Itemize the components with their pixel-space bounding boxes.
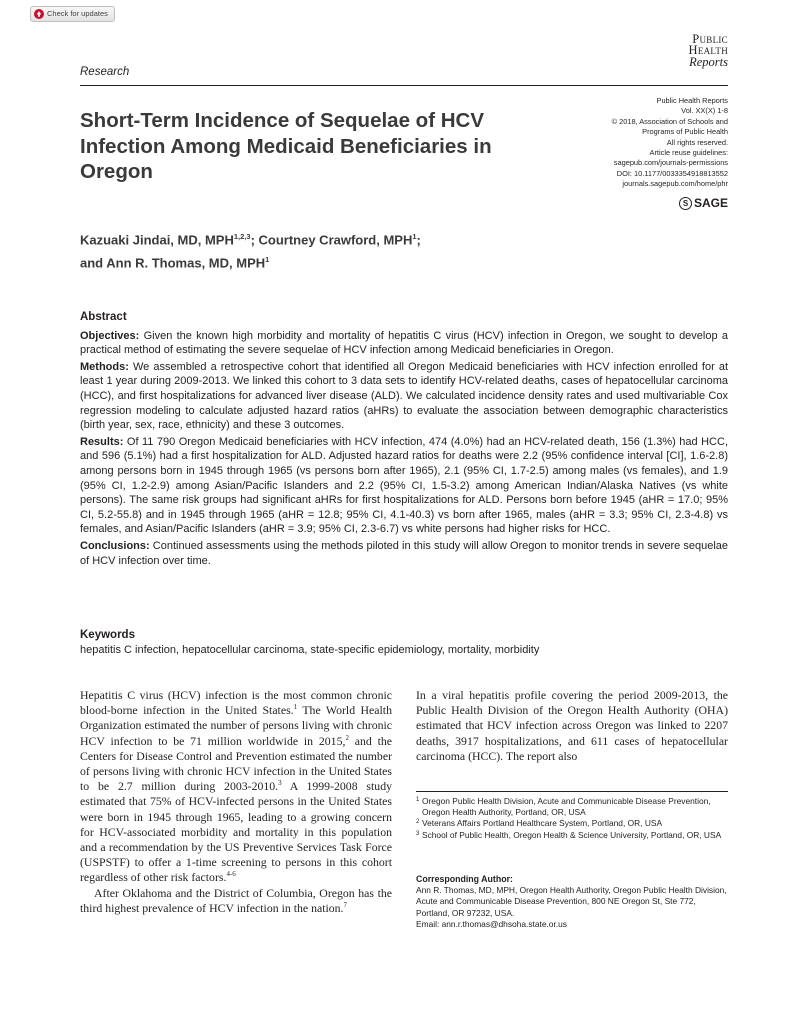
update-icon [34,9,44,19]
affiliation-text: School of Public Health, Oregon Health & Science University, Portland, OR, USA [422,829,722,840]
abstract-text: Of 11 790 Oregon Medicaid beneficiaries with HCV infection, 474 (4.0%) had an HCV-related death, 156 (1.3%) had HCC, and 596 (5.1%) had a first hospitalization for ALD. Adjusted hazard ratios for deaths were 2.2 (95% confidence interval [CI], 1.6-2.8) among persons born in 1945 through 1965 (vs persons born after 1965), 2.1 (95% CI, 1.7-2.5) among males (vs females), and 1.9 (95% CI, 1.2-2.9) among Asian/Pacific Islanders and 2.2 (95% CI, 1.5-3.2) among American Indian/Alaska Natives (vs white persons). The same risk groups had significant aHRs for first hospitalizations for ALD. Persons born before 1945 (aHR = 17.0; 95% CI, 5.2-55.8) and in 1945 through 1965 (aHR = 12.8; 95% CI, 4.1-40.3) vs born after 1965, males (aHR = 3.3; 95% CI, 2.3-4.8) vs females, and Asian/Pacific Islanders (aHR = 3.9; 95% CI, 2.3-6.7) vs white persons had higher risks for HCC. [80,435,728,536]
author-affiliations [416,796,728,841]
keywords-text: hepatitis C infection, hepatocellular carcinoma, state-specific epidemiology, mortality, morbidity [80,643,540,656]
author-affiliation-ref: 1,2,3 [233,232,251,241]
citation-ref: 4-6 [226,870,236,879]
article-title: Short-Term Incidence of Sequelae of HCV Infection Among Medicaid Beneficiaries in Oregon [80,109,492,183]
footnote-divider [416,791,728,792]
body-column-right [416,688,728,764]
journal-info-line: All rights reserved. [666,137,728,147]
abstract-paragraph [80,435,728,537]
journal-info-line: sagepub.com/journals-permissions [613,158,728,168]
publisher-name: SAGE [693,196,728,210]
citation-ref: 7 [343,900,348,909]
abstract-paragraph [80,539,728,568]
body-paragraph [80,688,392,886]
journal-logo [668,34,728,69]
abstract-body [80,329,728,569]
body-text: Hepatitis C virus (HCV) infection is the most common chronic blood-borne infection in the United States. [80,688,392,718]
body-paragraph [80,886,392,916]
affiliation-number: 1 [416,797,420,803]
journal-info [528,96,728,190]
corresponding-line: Email: ann.r.thomas@dhsoha.state.or.us [416,918,567,929]
author-separator: ; [416,232,421,248]
affiliation-number: 3 [416,830,420,837]
body-text: After Oklahoma and the District of Columbia, Oregon has the third highest prevalence of HCV infection in the nation. [80,885,392,915]
body-paragraph [416,688,728,764]
affiliation-text: Oregon Public Health Division, Acute and Communicable Disease Prevention, Oregon Health Authority, Portland, OR, USA [422,796,711,818]
header-divider [80,85,728,86]
journal-info-line: Vol. XX(X) 1-8 [681,106,728,116]
affiliation-number: 2 [416,819,420,826]
corresponding-author [416,874,728,930]
journal-info-line: journals.sagepub.com/home/phr [622,179,728,189]
logo-line-3: Reports [689,55,728,69]
abstract-paragraph [80,360,728,433]
logo-line-1: Public [692,32,728,46]
logo-line-2: Health [688,43,728,57]
keywords-heading: Keywords [80,629,135,641]
abstract-label: Objectives: [80,329,140,342]
author-affiliation-ref: 1 [412,232,417,241]
abstract-heading: Abstract [80,311,127,323]
body-text: In a viral hepatitis profile covering the period 2009-2013, the Public Health Division of the Oregon Health Authority (OHA) estimated that HCV infection across Oregon was linked to 2207 deaths, 3917 hospitalizations, and 611 cases of hepatocellular carcinoma (HCC). The report also [416,688,728,763]
citation-ref: 1 [293,703,298,712]
journal-info-line: © 2018, Association of Schools and [611,116,728,126]
journal-info-line: Article reuse guidelines: [649,148,728,158]
affiliation-item [416,818,728,829]
abstract-label: Conclusions: [80,539,150,552]
author-name: Kazuaki Jindai, MD, MPH [80,232,234,248]
author-name: Courtney Crawford, MPH [258,232,413,248]
citation-ref: 2 [345,733,349,742]
body-text: and the Centers for Disease Control and Prevention estimated the number of persons living with chronic HCV infection in the United States to be 2.7 million during 2003-2010. [80,733,392,794]
affiliation-text: Veterans Affairs Portland Healthcare System, Portland, OR, USA [422,818,663,829]
affiliation-item [416,796,728,818]
journal-info-line: Programs of Public Health [642,127,728,137]
check-for-updates-label: Check for updates [47,9,108,18]
keywords-section [80,628,728,657]
author-separator: ; [250,232,259,248]
author-affiliation-ref: 1 [265,254,270,264]
body-text: The World Health Organization estimated the number of persons living with chronic HCV infection to be 71 million worldwide in 2015, [80,703,392,748]
abstract [80,310,728,570]
abstract-text: We assembled a retrospective cohort that identified all Oregon Medicaid beneficiaries with HCV infection enrolled for at least 1 year during 2009-2013. We linked this cohort to 3 data sets to identify HCV-related deaths, cases of hepatocellular carcinoma (HCC), and first hospitalizations for advanced liver disease (ALD). We calculated incidence density rates and used multivariable Cox regression modeling to calculate adjusted hazard ratios (aHRs) to evaluate the association between demographic characteristics (birth year, sex, race, ethnicity) and these 3 outcomes. [80,360,728,432]
publisher-logo [679,196,728,210]
corresponding-details [416,885,728,930]
affiliation-item [416,830,728,841]
corresponding-heading: Corresponding Author: [416,874,513,884]
journal-info-line: Public Health Reports [656,96,728,105]
citation-ref: 3 [278,779,282,788]
sage-icon: S [679,197,692,210]
body-column-left [80,688,392,916]
author-list [80,227,580,273]
abstract-paragraph [80,329,728,358]
journal-info-line: DOI: 10.1177/0033354918813552 [616,168,728,178]
section-label: Research [80,66,130,78]
abstract-label: Methods: [80,360,129,373]
abstract-text: Given the known high morbidity and mortality of hepatitis C virus (HCV) infection in Oregon, we sought to develop a practical method of estimating the severe sequelae of HCV infection among Medicaid beneficiaries in Oregon. [80,329,728,357]
author-name: and Ann R. Thomas, MD, MPH [80,255,266,271]
check-for-updates-button[interactable] [30,6,115,22]
corresponding-line: Ann R. Thomas, MD, MPH, Oregon Health Authority, Oregon Public Health Division, Acute and Communicable Disease Prevention, 800 NE Oregon St, Ste 772, Portland, OR 97232, USA. [416,885,727,918]
body-text: A 1999-2008 study estimated that 75% of HCV-infected persons in the United States were born in 1945 through 1965, leading to a growing concern for HCV-associated morbidity and mortality in this population and a recommendation by the US Preventive Services Task Force (USPSTF) to offer a 1-time screening to persons in this cohort regardless of other risk factors. [80,779,392,885]
abstract-text: Continued assessments using the methods piloted in this study will allow Oregon to monitor trends in severe sequelae of HCV infection over time. [80,539,728,567]
abstract-label: Results: [80,435,124,448]
